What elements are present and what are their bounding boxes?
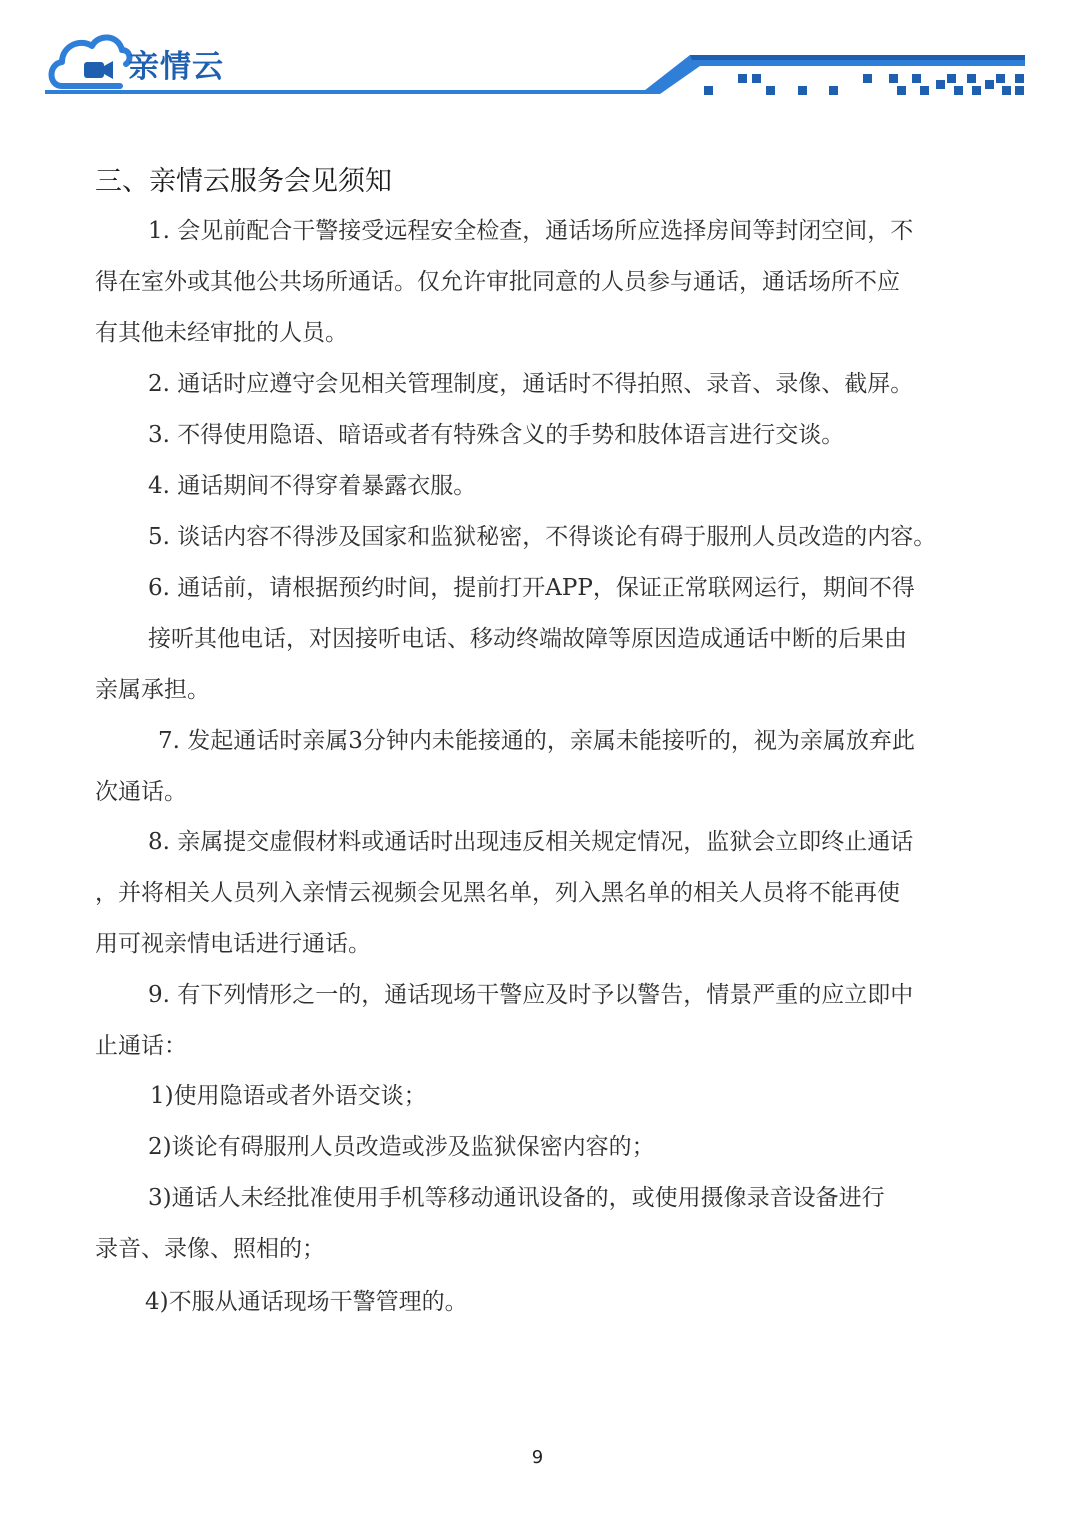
- sub-item-1: 1)使用隐语或者外语交谈；: [150, 1083, 427, 1109]
- clause-9-line-1: 9. 有下列情形之一的，通话现场干警应及时予以警告，情景严重的应立即中: [148, 982, 914, 1008]
- clause-8-line-1: 8. 亲属提交虚假材料或通话时出现违反相关规定情况，监狱会立即终止通话: [148, 829, 914, 855]
- clause-1-line-2: 得在室外或其他公共场所通话。仅允许审批同意的人员参与通话，通话场所不应: [95, 269, 900, 295]
- clause-7-line-1: 7. 发起通话时亲属3分钟内未能接通的，亲属未能接听的，视为亲属放弃此: [158, 728, 915, 754]
- sub-item-4: 4)不服从通话现场干警管理的。: [145, 1289, 468, 1315]
- clause-6-line-1: 6. 通话前，请根据预约时间，提前打开APP，保证正常联网运行，期间不得: [148, 575, 915, 601]
- sub-item-2: 2)谈论有碍服刑人员改造或涉及监狱保密内容的；: [148, 1134, 655, 1160]
- page-number: 9: [531, 1447, 544, 1468]
- clause-6-line-3: 亲属承担。: [95, 677, 210, 703]
- clause-8-line-3: 用可视亲情电话进行通话。: [95, 931, 371, 957]
- clause-9-line-2: 止通话：: [95, 1033, 187, 1059]
- pixel-dots-decoration: [704, 74, 1024, 95]
- brand-name: 亲情云: [128, 49, 224, 85]
- clause-5-line-1: 5. 谈话内容不得涉及国家和监狱秘密，不得谈论有碍于服刑人员改造的内容。: [148, 524, 937, 550]
- clause-2-line-1: 2. 通话时应遵守会见相关管理制度，通话时不得拍照、录音、录像、截屏。: [148, 371, 914, 397]
- clause-7-line-2: 次通话。: [95, 779, 187, 805]
- sub-item-3-line-1: 3)通话人未经批准使用手机等移动通讯设备的，或使用摄像录音设备进行: [148, 1185, 885, 1211]
- sub-item-3-line-2: 录音、录像、照相的；: [95, 1236, 325, 1262]
- clause-4-line-1: 4. 通话期间不得穿着暴露衣服。: [148, 473, 477, 499]
- clause-6-line-2: 接听其他电话，对因接听电话、移动终端故障等原因造成通话中断的后果由: [148, 626, 907, 652]
- cloud-logo-icon: [52, 37, 130, 86]
- clause-1-line-3: 有其他未经审批的人员。: [95, 320, 348, 346]
- section-title: 三、亲情云服务会见须知: [95, 166, 392, 197]
- clause-1-line-1: 1. 会见前配合干警接受远程安全检查，通话场所应选择房间等封闭空间，不: [148, 218, 914, 244]
- clause-8-line-2: ，并将相关人员列入亲情云视频会见黑名单，列入黑名单的相关人员将不能再使: [95, 880, 900, 906]
- clause-3-line-1: 3. 不得使用隐语、暗语或者有特殊含义的手势和肢体语言进行交谈。: [148, 422, 845, 448]
